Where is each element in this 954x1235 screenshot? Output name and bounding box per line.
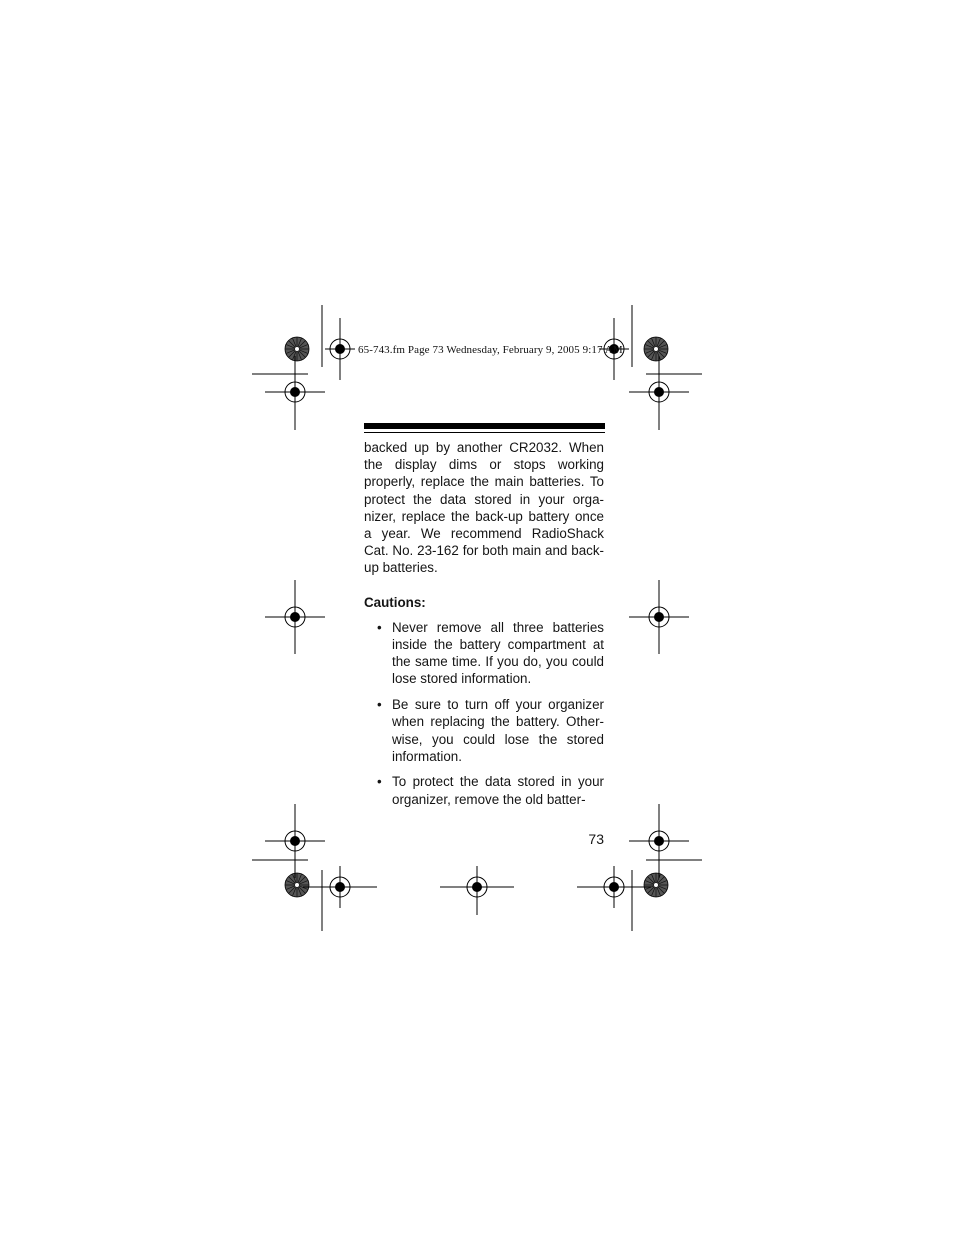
list-item — [364, 773, 604, 807]
starburst-icon — [644, 873, 668, 897]
text-line: information. — [392, 748, 462, 764]
list-item — [364, 619, 604, 688]
header-rule-thick — [364, 423, 605, 429]
page-body — [364, 439, 604, 816]
list-item — [364, 696, 604, 765]
file-slug: 65-743.fm Page 73 Wednesday, February 9, 2005 9:17 AM — [358, 344, 623, 356]
page-number: 73 — [588, 831, 604, 847]
text-line: properly, replace the main batteries. — [364, 474, 585, 490]
text-line: a year. We recommend RadioShack — [364, 526, 604, 542]
starburst-icon — [285, 337, 309, 361]
text-line: Be sure to turn off your organizer — [392, 697, 604, 713]
text-line: inside the battery compartment at — [392, 637, 604, 653]
starburst-icon — [644, 337, 668, 361]
text-line: the display dims or stops working — [364, 457, 604, 473]
text-line: back-up batteries. — [364, 543, 604, 576]
text-line: To protect the data stored in your — [392, 774, 604, 790]
text-line: wise, you could lose the stored — [392, 731, 604, 747]
text-line: nizer, replace the back-up battery once — [364, 508, 604, 524]
bullet-icon: • — [377, 697, 382, 713]
text-line: Never remove all three batteries — [392, 619, 604, 635]
text-line: could lose stored information. — [392, 654, 604, 687]
text-line: To protect the data stored in your orga- — [364, 474, 605, 507]
text-line: the same time. If you do, you — [392, 654, 568, 670]
cautions-list — [364, 619, 604, 808]
text-line: when replacing the battery. Other- — [392, 714, 604, 730]
header-rule-thin — [364, 432, 605, 433]
bullet-icon: • — [377, 619, 382, 635]
text-line: backed up by another CR2032. When — [364, 440, 604, 455]
starburst-icon — [285, 873, 309, 897]
cautions-heading: Cautions: — [364, 594, 426, 610]
intro-paragraph — [364, 439, 604, 577]
text-line: organizer, remove the old batter- — [392, 791, 586, 807]
bullet-icon: • — [377, 774, 382, 790]
text-line: Cat. No. 23-162 for both main and — [364, 543, 568, 559]
